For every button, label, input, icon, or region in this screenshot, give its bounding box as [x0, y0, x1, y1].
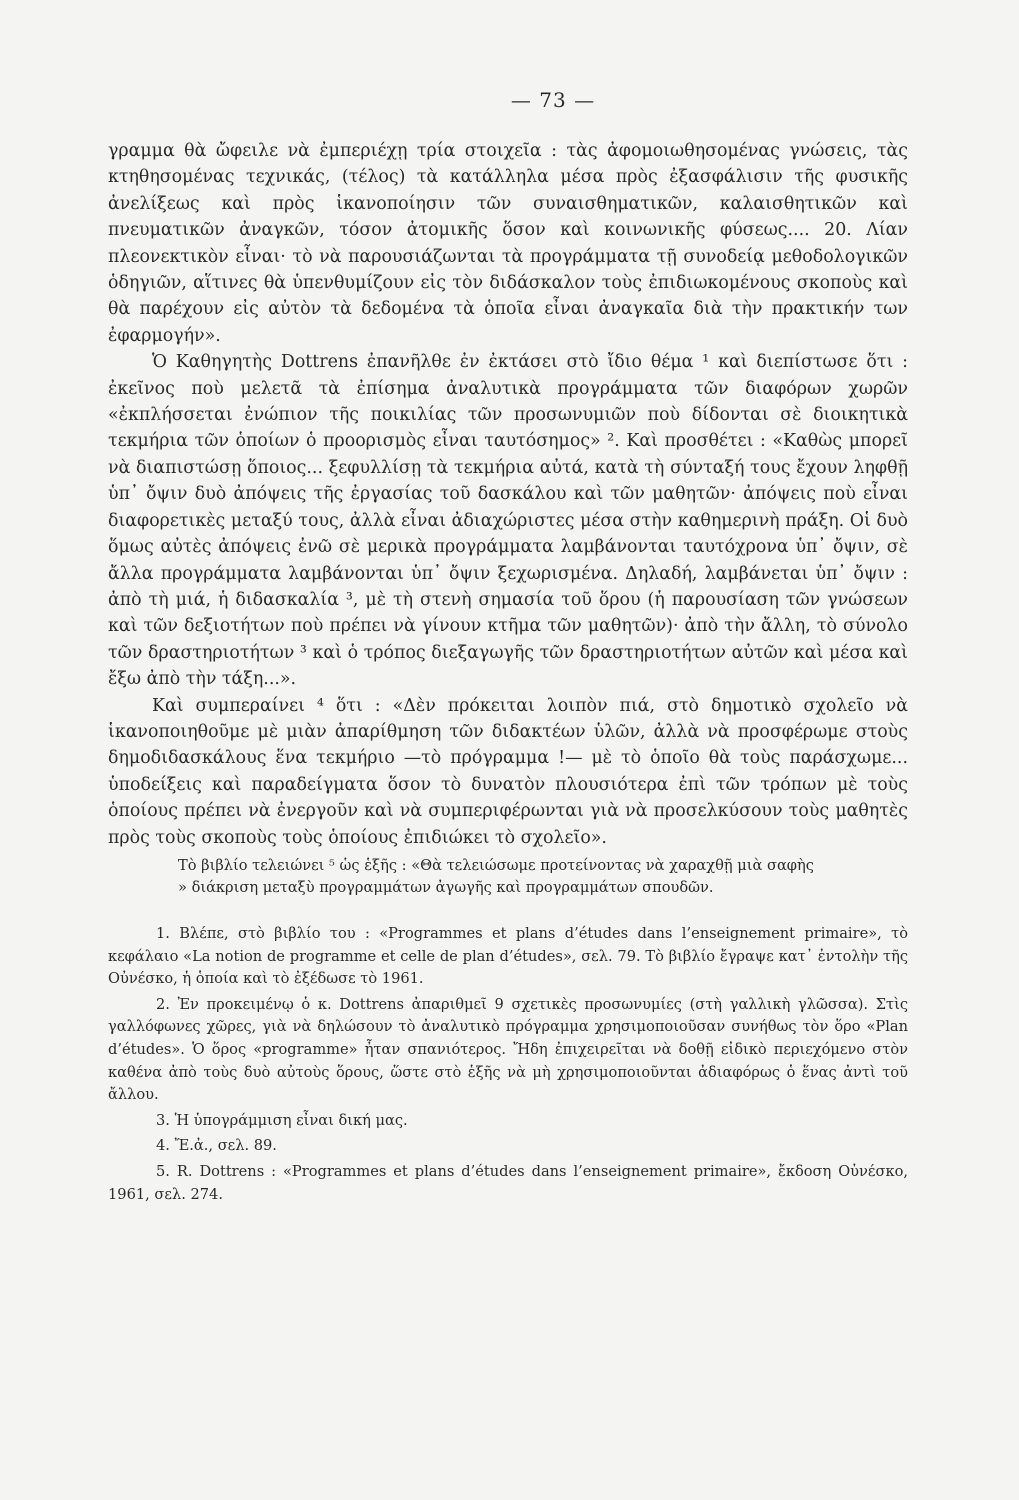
footnotes [108, 923, 908, 1206]
footnote: 3. Ἡ ὑπογράμμιση εἶναι δική μας. [156, 1111, 408, 1129]
closing-line: Τὸ βιβλίο τελειώνει ⁵ ὡς ἑξῆς : «Θὰ τελειώσωμε προτείνοντας νὰ χαραχθῇ μιὰ σαφὴς [178, 856, 814, 874]
main-text [108, 138, 908, 851]
closing-quote [108, 855, 908, 899]
paragraph: γραμμα θὰ ὤφειλε νὰ ἐμπεριέχῃ τρία στοιχεῖα : τὰς ἀφομοιωθησομένας γνώσεις, τὰς κτηθησομένας τεχνικάς, (τέλος) τὰ κατάλληλα μέσα πρὸς ἐξασφάλισιν τῆς φυσικῆς ἀνελίξεως καὶ πρὸς ἱκανοποίησιν τῶν συναισθηματικῶν, καλαισθητικῶν καὶ πνευματικῶν ἀναγκῶν, τόσον ἀτομικῆς ὅσον καὶ κοινωνικῆς φύσεως.... 20. Λίαν πλεονεκτικὸν εἶναι· τὸ νὰ παρουσιάζωνται τὰ προγράμματα τῇ συνοδείᾳ μεθοδολογικῶν ὁδηγιῶν, αἵτινες θὰ ὑπενθυμίζουν εἰς τὸν διδάσκαλον τοὺς ἐπιδιωκομένους σκοποὺς καὶ θὰ παρέχουν εἰς αὐτὸν τὰ δεδομένα τὰ ὁποῖα εἶναι ἀναγκαῖα διὰ τὴν πρακτικήν των ἐφαρμογήν». [108, 141, 908, 346]
footnote: 5. R. Dottrens : «Programmes et plans d’études dans l’enseignement primaire», ἔκδοση Οὐνέσκο, 1961, σελ. 274. [108, 1162, 908, 1203]
document-page [108, 88, 908, 1206]
footnote: 1. Βλέπε, στὸ βιβλίο του : «Programmes et plans d’études dans l’enseignement primaire», τὸ κεφάλαιο «La notion de programme et celle de plan d’études», σελ. 79. Τὸ βιβλίο ἔγραψε κατ᾽ ἐντολὴν τῆς Οὐνέσκο, ἡ ὁποία καὶ τὸ ἐξέδωσε τὸ 1961. [108, 924, 908, 988]
closing-line: » διάκριση μεταξὺ προγραμμάτων ἀγωγῆς καὶ προγραμμάτων σπουδῶν. [178, 878, 714, 896]
footnote: 2. Ἐν προκειμένῳ ὁ κ. Dottrens ἀπαριθμεῖ 9 σχετικὲς προσωνυμίες (στὴ γαλλικὴ γλῶσσα). Στὶς γαλλόφωνες χῶρες, γιὰ νὰ δηλώσουν τὸ ἀναλυτικὸ πρόγραμμα χρησιμοποιοῦσαν συνήθως τὸν ὅρο «Plan d’études». Ὁ ὅρος «programme» ἦταν σπανιότερος. Ἤδη ἐπιχειρεῖται νὰ δοθῇ εἰδικὸ περιεχόμενο στὸν καθένα ἀπὸ τοὺς δυὸ αὐτοὺς ὅρους, ὥστε στὸ ἑξῆς νὰ μὴ χρησιμοποιοῦνται ἀδιαφόρως ὁ ἕνας ἀντὶ τοῦ ἄλλου. [108, 995, 908, 1104]
paragraph: Καὶ συμπεραίνει ⁴ ὅτι : «Δὲν πρόκειται λοιπὸν πιά, στὸ δημοτικὸ σχολεῖο νὰ ἱκανοποιηθοῦμε μὲ μιὰν ἀπαρίθμηση τῶν διδακτέων ὑλῶν, ἀλλὰ νὰ προσφέρωμε στοὺς δημοδιδασκάλους ἕνα τεκμήριο —τὸ πρόγραμμα !— μὲ τὸ ὁποῖο θὰ τοὺς παράσχωμε... ὑποδείξεις καὶ παραδείγματα ὅσον τὸ δυνατὸν πλουσιότερα ἐπὶ τῶν τρόπων μὲ τοὺς ὁποίους πρέπει νὰ ἐνεργοῦν καὶ νὰ συμπεριφέρωνται γιὰ νὰ προσελκύσουν τοὺς μαθητὲς πρὸς τοὺς σκοποὺς τοὺς ὁποίους ἐπιδιώκει τὸ σχολεῖο». [108, 695, 908, 848]
page-number: — 73 — [510, 88, 596, 112]
footnote: 4. Ἔ.ἀ., σελ. 89. [156, 1137, 277, 1155]
paragraph: Ὁ Καθηγητὴς Dottrens ἐπανῆλθε ἐν ἐκτάσει στὸ ἴδιο θέμα ¹ καὶ διεπίστωσε ὅτι : ἐκεῖνος ποὺ μελετᾶ τὰ ἐπίσημα ἀναλυτικὰ προγράμματα τῶν διαφόρων χωρῶν «ἐκπλήσσεται ἐνώπιον τῆς ποικιλίας τῶν προσωνυμιῶν ποὺ δίδονται σὲ διοικητικὰ τεκμήρια τῶν ὁποίων ὁ προορισμὸς εἶναι ταυτόσημος» ². Καὶ προσθέτει : «Καθὼς μπορεῖ νὰ διαπιστώσῃ ὅποιος... ξεφυλλίσῃ τὰ τεκμήρια αὐτά, κατὰ τὴ σύνταξή τους ἔχουν ληφθῇ ὑπ᾽ ὄψιν δυὸ ἀπόψεις τῆς ἐργασίας τοῦ δασκάλου καὶ τῶν μαθητῶν· ἀπόψεις ποὺ εἶναι διαφορετικὲς μεταξύ τους, ἀλλὰ εἶναι ἀδιαχώριστες μέσα στὴν καθημερινὴ πράξη. Οἱ δυὸ ὅμως αὐτὲς ἀπόψεις ἐνῶ σὲ μερικὰ προγράμματα λαμβάνονται ταυτόχρονα ὑπ᾽ ὄψιν, σὲ ἄλλα προγράμματα λαμβάνονται ὑπ᾽ ὄψιν ξεχωρισμένα. Δηλαδή, λαμβάνεται ὑπ᾽ ὄψιν : ἀπὸ τὴ μιά, ἡ διδασκαλία ³, μὲ τὴ στενὴ σημασία τοῦ ὅρου (ἡ παρουσίαση τῶν γνώσεων καὶ τῶν δεξιοτήτων ποὺ πρέπει νὰ γίνουν κτῆμα τῶν μαθητῶν)· ἀπὸ τὴν ἄλλη, τὸ σύνολο τῶν δραστηριοτήτων ³ καὶ ὁ τρόπος διεξαγωγῆς τῶν δραστηριοτήτων αὐτῶν καὶ μέσα καὶ ἔξω ἀπὸ τὴν τάξη...». [108, 352, 908, 690]
